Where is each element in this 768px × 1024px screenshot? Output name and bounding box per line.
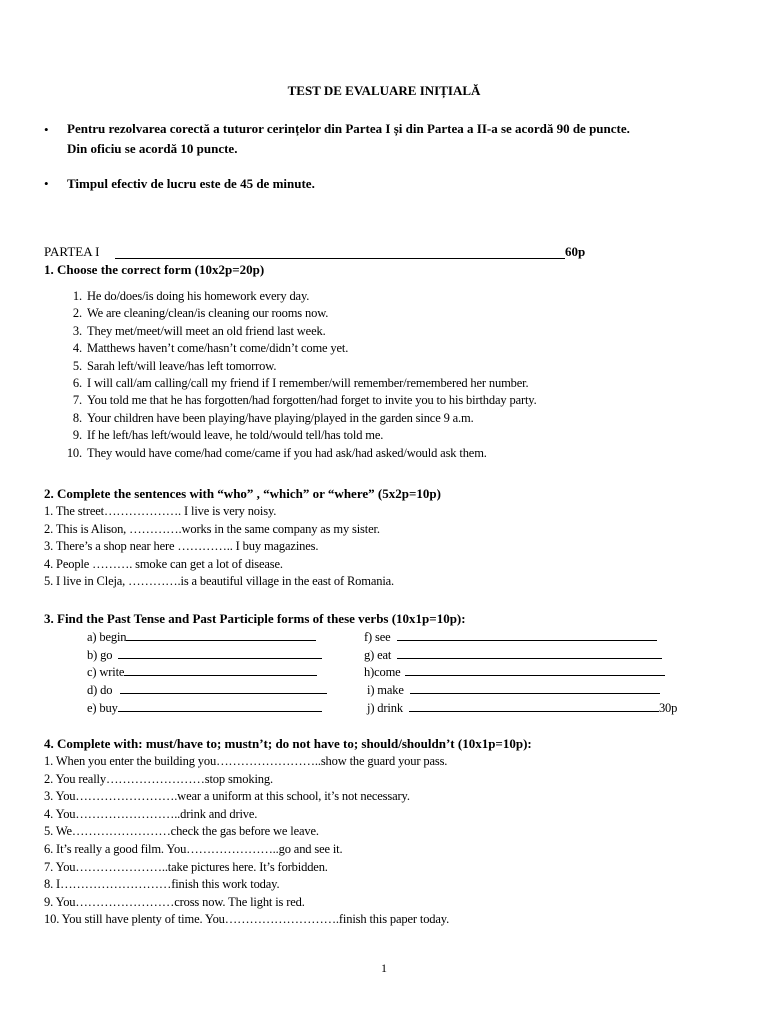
list-item: 2. This is Alison, ………….works in the same company as my sister. [44,521,380,536]
verb-row: c) write [87,664,317,680]
list-item: 7. You…………………..take pictures here. It’s forbidden. [44,859,328,874]
instruction-line: Timpul efectiv de lucru este de 45 de minute. [67,176,315,191]
exercise-1-heading: 1. Choose the correct form (10x2p=20p) [44,262,265,277]
list-item: 5. I live in Cleja, ………….is a beautiful village in the east of Romania. [44,574,395,589]
part-label: PARTEA I [44,244,100,259]
list-item: 3. There’s a shop near here ………….. I buy magazines. [44,539,319,554]
list-item: 2. We are cleaning/clean/is cleaning our rooms now. [72,306,329,321]
list-item: 4. You……………………..drink and drive. [44,806,258,821]
list-item: 10. You still have plenty of time. You……………………….finish this paper today. [44,912,450,927]
list-item: 1. He do/does/is doing his homework every day. [72,289,310,303]
list-item: 10. They would have come/had come/came if you had ask/had asked/would ask them. [66,445,487,460]
exercise-4-list [44,753,449,929]
verb-row: i) make [367,682,660,698]
list-item: 5. Sarah left/will leave/has left tomorrow. [72,358,277,373]
verb-row: g) eat [364,647,662,663]
list-item: 1. When you enter the building you……………………..show the guard your pass. [44,754,448,768]
exercise-3-heading: 3. Find the Past Tense and Past Participle forms of these verbs (10x1p=10p): [44,611,466,626]
verb-row: a) begin [87,629,316,645]
verb-row: j) drink 30p [367,701,678,715]
page-title: TEST DE EVALUARE INIȚIALĂ [287,83,481,98]
list-item: 2. You really……………………stop smoking. [44,771,273,786]
exercise-3-points: 30p [658,701,678,715]
list-item: 9. You……………………cross now. The light is red. [44,894,305,909]
instruction-line: Din oficiu se acordă 10 puncte. [67,141,238,156]
verb-row: h)come [364,664,665,680]
list-item: 3. You…………………….wear a uniform at this school, it’s not necessary. [44,789,410,804]
verb-row: b) go [87,647,322,663]
exercise-2-heading: 2. Complete the sentences with “who” , “which” or “where” (5x2p=10p) [44,486,441,501]
verb-row: d) do [87,682,327,698]
list-item: 7. You told me that he has forgotten/had forgotten/had forget to invite you to his birthday party. [72,393,537,408]
list-item: 8. I………………………finish this work today. [44,877,280,892]
list-item: 5. We……………………check the gas before we leave. [44,824,319,839]
bullet-icon: • [44,122,49,137]
list-item: 4. People ………. smoke can get a lot of disease. [44,556,283,571]
list-item: 1. The street………………. I live is very noisy. [44,504,277,518]
list-item: 6. I will call/am calling/call my friend if I remember/will remember/remembered her number. [72,376,529,391]
list-item: 6. It’s really a good film. You…………………..go and see it. [44,841,343,856]
part-points: 60p [565,244,586,259]
part-underline [115,245,565,259]
exercise-2-list [44,503,394,591]
verb-row: f) see [364,629,657,645]
exercise-1-list [60,288,537,462]
list-item: 9. If he left/has left/would leave, he told/would tell/has told me. [72,428,384,443]
instruction-line: Pentru rezolvarea corectă a tuturor cerințelor din Partea I și din Partea a II-a se acordă 90 de puncte. [67,121,630,136]
list-item: 3. They met/meet/will meet an old friend last week. [72,323,326,338]
verb-row: e) buy [87,700,322,716]
bullet-icon: • [44,176,49,191]
exercise-4-heading: 4. Complete with: must/have to; mustn’t; do not have to; should/shouldn’t (10x1p=10p): [44,736,532,751]
list-item: 8. Your children have been playing/have playing/played in the garden since 9 a.m. [72,410,474,425]
page-number: 1 [381,961,387,975]
list-item: 4. Matthews haven’t come/hasn’t come/didn’t come yet. [72,341,349,356]
